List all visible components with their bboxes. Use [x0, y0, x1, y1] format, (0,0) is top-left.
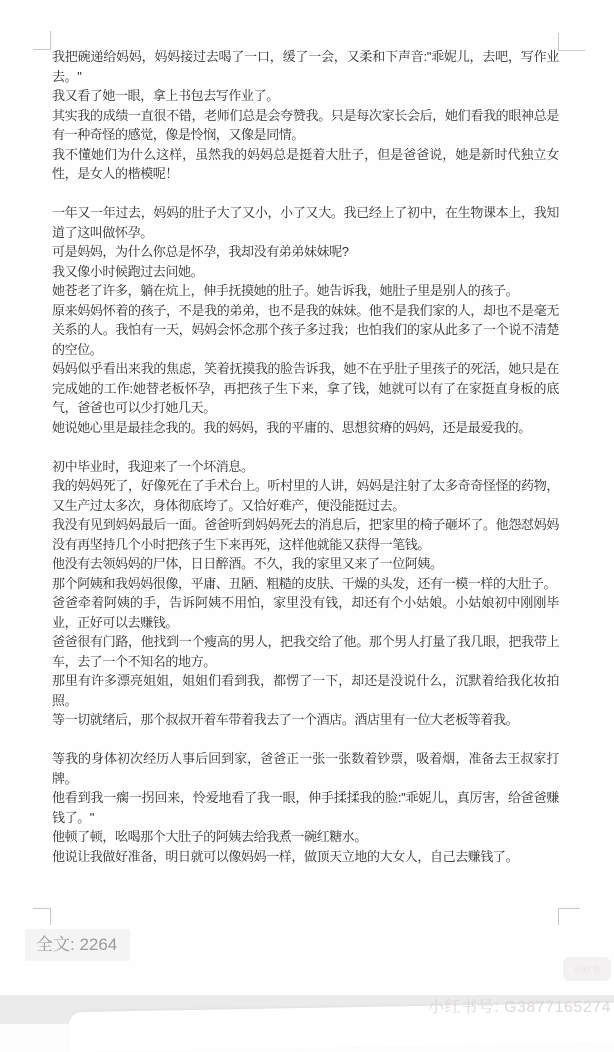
- paragraph: 等一切就绪后，那个叔叔开着车带着我去了一个酒店。酒店里有一位大老板等着我。: [52, 712, 519, 727]
- paragraph: 他看到我一瘸一拐回来，怜爱地看了我一眼，伸手揉揉我的脸:"乖妮儿，真厉害，给爸爸赚钱了。": [52, 790, 559, 825]
- paragraph: 他顿了顿，吆喝那个大肚子的阿姨去给我煮一碗红糖水。: [52, 829, 368, 844]
- paragraph: 她说她心里是最挂念我的。我的妈妈，我的平庸的、思想贫瘠的妈妈，还是最爱我的。: [52, 419, 531, 435]
- paragraph: 我又看了她一眼，拿上书包去写作业了。: [52, 88, 279, 103]
- paragraph: 他没有去领妈妈的尸体，日日醉酒。不久，我的家里又来了一位阿姨。: [52, 556, 443, 571]
- paragraph: 他说让我做好准备，明日就可以像妈妈一样，做顶天立地的大女人，自己去赚钱了。: [52, 848, 519, 864]
- paragraph: 那个阿姨和我妈妈很像，平庸、丑陋、粗糙的皮肤、干燥的头发，还有一模一样的大肚子。: [52, 575, 557, 591]
- paragraph: 她苍老了许多，躺在炕上，伸手抚摸她的肚子。她告诉我，她肚子里是别人的孩子。: [52, 283, 519, 298]
- paragraph: 爸爸很有门路，他找到一个瘦高的男人，把我交给了他。那个男人打量了我几眼，把我带上车，去了一个不知名的地方。: [52, 634, 559, 669]
- paragraph: 我又像小时候跑过去问她。: [52, 263, 204, 279]
- paragraph-gap: [52, 437, 559, 457]
- paragraph: 我把碗递给妈妈，妈妈接过去喝了一口，缓了一会，又柔和下声音:"乖妮儿，去吧，写作业去。": [52, 49, 559, 84]
- xiaohongshu-badge-watermark: [563, 957, 611, 981]
- corner-mark-top-right-icon: [558, 33, 585, 51]
- word-count-badge: 全文: 2264: [25, 929, 130, 961]
- document-text: [52, 47, 559, 866]
- paragraph: 原来妈妈怀着的孩子，不是我的弟弟，也不是我的妹妹。他不是我们家的人，却也不是毫无关系的人。我怕有一天，妈妈会怀念那个孩子多过我；也怕我们的家从此多了一个说不清楚的空位。: [52, 302, 559, 357]
- paragraph: 妈妈似乎看出来我的焦虑，笑着抚摸我的脸告诉我，她不在乎肚子里孩子的死活，她只是在完成她的工作:她替老板怀孕，再把孩子生下来，拿了钱，她就可以有了在家挺直身板的底气，爸爸也可以少打她几天。: [52, 361, 559, 415]
- paragraph: 我不懂她们为什么这样，虽然我的妈妈总是挺着大肚子，但是爸爸说，她是新时代独立女性，是女人的楷模呢！: [52, 146, 559, 181]
- paragraph: 我的妈妈死了，好像死在了手术台上。听村里的人讲，妈妈是注射了太多奇奇怪怪的药物，又生产过太多次，身体彻底垮了。又恰好难产，便没能挺过去。: [52, 478, 559, 513]
- xiaohongshu-id-watermark: 小红书号: G3877165274: [428, 999, 611, 1016]
- corner-mark-bottom-left-icon: [33, 908, 51, 925]
- paragraph: 其实我的成绩一直很不错，老师们总是会夸赞我。只是每次家长会后，她们看我的眼神总是有一种奇怪的感觉，像是怜悯，又像是同情。: [52, 107, 559, 142]
- corner-mark-top-left-icon: [33, 31, 51, 50]
- paragraph: 可是妈妈，为什么你总是怀孕，我却没有弟弟妹妹呢?: [52, 244, 349, 259]
- corner-mark-bottom-right-icon: [558, 908, 580, 925]
- paragraph: 我没有见到妈妈最后一面。爸爸听到妈妈死去的消息后，把家里的椅子砸坏了。他怨怼妈妈没有再坚持几个小时把孩子生下来再死，这样他就能又获得一笔钱。: [52, 517, 559, 552]
- paragraph-gap: [52, 184, 559, 204]
- paragraph: 一年又一年过去，妈妈的肚子大了又小，小了又大。我已经上了初中，在生物课本上，我知道了这叫做怀孕。: [52, 205, 559, 240]
- paragraph: 爸爸牵着阿姨的手，告诉阿姨不用怕，家里没有钱，却还有个小姑娘。小姑娘初中刚刚毕业，正好可以去赚钱。: [52, 595, 559, 630]
- paragraph: 初中毕业时，我迎来了一个坏消息。: [52, 458, 254, 474]
- paragraph: 那里有许多漂亮姐姐，姐姐们看到我，都愣了一下，却还是没说什么，沉默着给我化妆拍照。: [52, 673, 559, 708]
- paragraph-gap: [52, 730, 559, 750]
- paragraph: 等我的身体初次经历人事后回到家，爸爸正一张一张数着钞票，吸着烟，准备去王叔家打牌。: [52, 751, 559, 786]
- xiaohongshu-badge-label: 小红书: [573, 964, 601, 975]
